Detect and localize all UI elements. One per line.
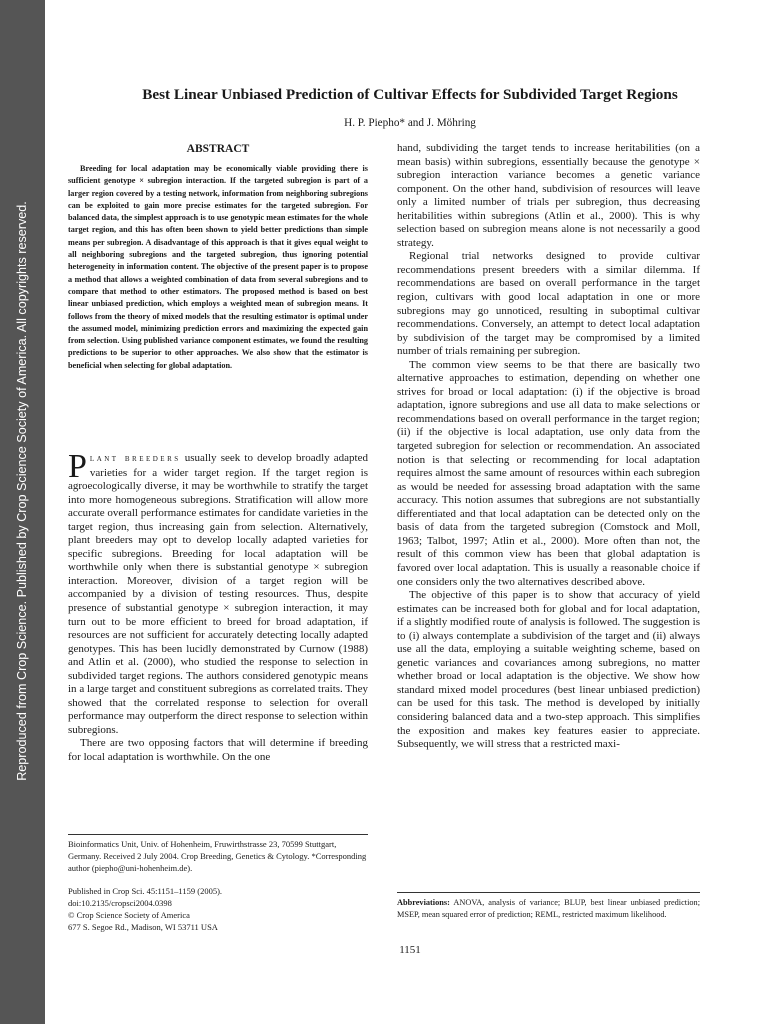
abstract-paragraph: Breeding for local adaptation may be economically viable providing there is sufficient genotype × subregion interaction. If the targeted subregion is part of a larger region covered by a testing network, information from neighboring subregions can be exploited to gain more precise estimates for the targeted subregion. For balanced data, the simplest approach is to use genotypic mean estimates for the whole target region, and this has often been shown to yield better predictions than simple means per subregion. A disadvantage of this approach is that it gives equal weight to all neighboring subregions and the targeted subregion, thus ignoring potential heterogeneity in information content. The objective of the present paper is to propose a method that allows a weighted combination of data from several subregions and to compare that method to other estimators. The proposed method is based on best linear unbiased prediction, which employs a weighted mean of subregion means. It follows from the theory of mixed models that the resulting estimator is optimal under the assumed model, minimizing prediction errors and maximizing the expected gain from selection. Using published variance component estimates, we found the resulting predictions to be superior to other approaches. We also show that the estimator is beneficial when selecting for global adaptation. (68, 164, 368, 370)
copyright-sidebar (0, 0, 45, 1024)
abstract-text (68, 163, 368, 372)
body-paragraph: The common view seems to be that there are basically two alternative approaches to estimation, depending on whether one strives for broad or local adaptation: (i) if the objective is broad adaptation, ignore subregions and use all data to make selections or recommendations based on overall performance in the target region; (ii) if the objective is local adaptation, use only data from the targeted subregion for selection or recommendation. An associated notion is that selecting or recommending for local adaptation requires almost the same amount of resources within each subregion as would be needed for assessing broad adaptation with the same accuracy. This notion assumes that subregions are not substantially differentiated and that local adaptation can be detected only on the basis of data from the targeted subregion (Comstock and Moll, 1963; Talbot, 1997; Atlin et al., 2000). More often than not, the result of this common view has been that global adaptation is favored over local adaptation. This is usually a reasonable choice if one considers only the two alternatives described above. (397, 358, 700, 588)
intro-paragraph-text: usually seek to develop broadly adapted varieties for a wider target region. If the target region is agroecologically diverse, it may be worthwhile to stratify the target into more homogeneous subregions. Stratification will allow more accurate overall performance estimates for candidate varieties in the target region, thus increasing gain from selection. Alternatively, plant breeders may opt to develop locally adapted varieties for specific subregions. Breeding for local adaptation will be worthwhile only when there is substantial genotype × subregion interaction. Moreover, division of a target region will be accompanied by a division of testing resources. Thus, despite presence of substantial genotype × subregion interaction, it may turn out to be more efficient to breed for broad adaptation, if resources are not sufficient for accurately detecting locally adapted genotypes. This has been lucidly demonstrated by Curnow (1988) and Atlin et al. (2000), who studied the response to selection in subdivided target regions. The authors considered genotypic means in a large target and constituent subregions as correlated traits. They showed that the correlated response to selection for overall performance may outperform the direct response to selection within subregions. (68, 452, 368, 736)
abbreviations-divider (397, 892, 700, 893)
left-column-body (68, 448, 368, 765)
affiliation-footnote: Bioinformatics Unit, Univ. of Hohenheim, Fruwirthstrasse 23, 70599 Stuttgart, Germany. Received 2 July 2004. Crop Breeding, Genetics & Cytology. *Corresponding author (piepho@uni-hohenheim.de). (68, 839, 367, 873)
small-caps-lead: lant breeders (89, 454, 181, 464)
body-paragraph: There are two opposing factors that will determine if breeding for local adaptation is worthwhile. On the one (68, 737, 368, 764)
body-paragraph: hand, subdividing the target tends to increase heritabilities (on a mean basis) within subregions, essentially because the genotype × subregion interaction variance becomes a genetic variance component. On the other hand, subdivision of resources will leave only a limited number of trials per subregion, thus decreasing heritabilities within subregions (Atlin et al., 2000). This is why selection based on subregion means alone is not necessarily a good strategy. (397, 142, 700, 249)
page-number: 1151 (399, 944, 421, 956)
publication-doi: doi:10.2135/cropsci2004.0398 (68, 898, 172, 908)
abstract-heading: ABSTRACT (186, 143, 250, 155)
abbreviations-footnote (397, 897, 700, 921)
publication-info (68, 885, 368, 933)
abbreviations-text: ANOVA, analysis of variance; BLUP, best linear unbiased prediction; MSEP, mean squared error of prediction; REML, restricted maximum likelihood. (397, 898, 700, 919)
footnote-divider (68, 834, 368, 835)
paper-authors: H. P. Piepho* and J. Möhring (344, 117, 476, 129)
abbreviations-label: Abbreviations: (397, 898, 450, 907)
paper-title: Best Linear Unbiased Prediction of Cultivar Effects for Subdivided Target Regions (142, 86, 678, 103)
publication-citation: Published in Crop Sci. 45:1151–1159 (2005). (68, 886, 223, 896)
sidebar-copyright-text: Reproduced from Crop Science. Published by Crop Science Society of America. All copyrights reserved. (15, 201, 29, 781)
right-column-body (397, 142, 700, 752)
body-paragraph: Regional trial networks designed to provide cultivar recommendations present breeders with a similar dilemma. If recommendations are based on overall performance in the target region, cultivars with good local adaptation in one or more subregions may go unnoticed, resulting in suboptimal cultivar recommendations. Conversely, an attempt to detect local adaptation by subdivision of the target may be compromised by a limited number of trials remaining per subregion. (397, 250, 700, 358)
publication-address: 677 S. Segoe Rd., Madison, WI 53711 USA (68, 922, 218, 932)
publication-copyright: © Crop Science Society of America (68, 910, 190, 920)
drop-cap: P (68, 448, 87, 485)
intro-paragraph (68, 448, 368, 737)
body-paragraph: The objective of this paper is to show that accuracy of yield estimates can be increased both for global and for local adaptation, if a slightly modified route of analysis is followed. The suggestion is to (i) always contemplate a subdivision of the target and (ii) always use all the data, employing a suitable weighting scheme, based on genetic variances and covariances among subregions, no matter whether broad or local adaptation is the objective. We show how standard mixed model procedures (best linear unbiased prediction) can be used for this task. The method is developed by initially considering balanced data and a two-step approach. This simplifies the exposition and makes key features easier to appreciate. Subsequently, we will stress that a restricted maxi- (397, 589, 700, 751)
